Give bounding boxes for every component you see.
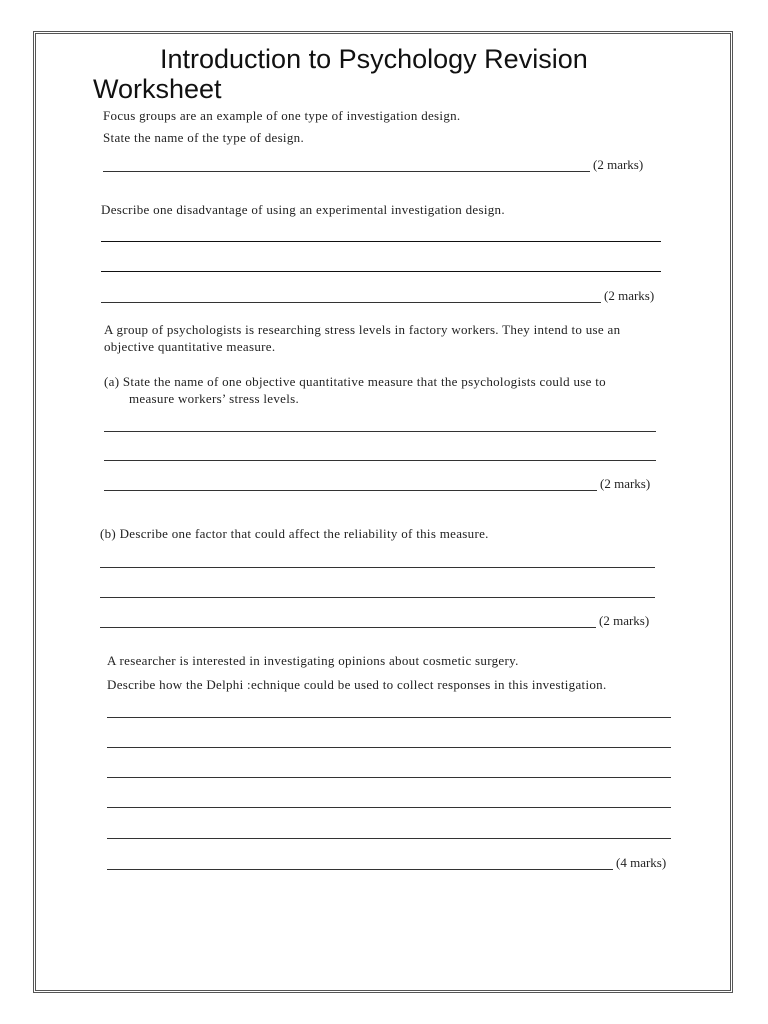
q4-marks: (4 marks)	[616, 855, 667, 870]
q4-answer-line-5[interactable]	[107, 838, 671, 839]
q3b-marks: (2 marks)	[599, 613, 650, 628]
q3b-answer-line-2[interactable]	[100, 597, 655, 598]
worksheet-title-line2: Worksheet	[93, 74, 222, 104]
q1-answer-line[interactable]	[103, 171, 590, 172]
q3a-answer-line-3[interactable]	[104, 490, 597, 491]
q1-marks: (2 marks)	[593, 157, 644, 172]
q3b-answer-line-1[interactable]	[100, 567, 655, 568]
q2-marks: (2 marks)	[604, 288, 655, 303]
q3-intro-line1: A group of psychologists is researching stress levels in factory workers. They intend to use an	[104, 322, 621, 337]
q4-answer-line-3[interactable]	[107, 777, 671, 778]
q3a-marks: (2 marks)	[600, 476, 651, 491]
q3a-prompt-line2: measure workers’ stress levels.	[129, 391, 300, 406]
q2-answer-line-2[interactable]	[101, 271, 661, 272]
q2-prompt: Describe one disadvantage of using an experimental investigation design.	[101, 202, 505, 217]
q2-answer-line-3[interactable]	[101, 302, 601, 303]
q1-prompt: State the name of the type of design.	[103, 130, 304, 145]
q4-answer-line-4[interactable]	[107, 807, 671, 808]
q1-statement: Focus groups are an example of one type of investigation design.	[103, 108, 461, 123]
q3a-answer-line-1[interactable]	[104, 431, 656, 432]
page-border	[33, 31, 733, 993]
q3a-prompt-line1: (a) State the name of one objective quantitative measure that the psychologists could use to	[104, 374, 606, 389]
q4-answer-line-2[interactable]	[107, 747, 671, 748]
q4-answer-line-6[interactable]	[107, 869, 613, 870]
q2-answer-line-1[interactable]	[101, 241, 661, 242]
q4-answer-line-1[interactable]	[107, 717, 671, 718]
q4-statement: A researcher is interested in investigating opinions about cosmetic surgery.	[107, 653, 519, 668]
worksheet-title-line1: Introduction to Psychology Revision	[160, 44, 588, 74]
q4-prompt: Describe how the Delphi :echnique could be used to collect responses in this investigation.	[107, 677, 607, 692]
q3a-answer-line-2[interactable]	[104, 460, 656, 461]
q3b-answer-line-3[interactable]	[100, 627, 596, 628]
q3-intro-line2: objective quantitative measure.	[104, 339, 276, 354]
q3b-prompt: (b) Describe one factor that could affect the reliability of this measure.	[100, 526, 489, 541]
